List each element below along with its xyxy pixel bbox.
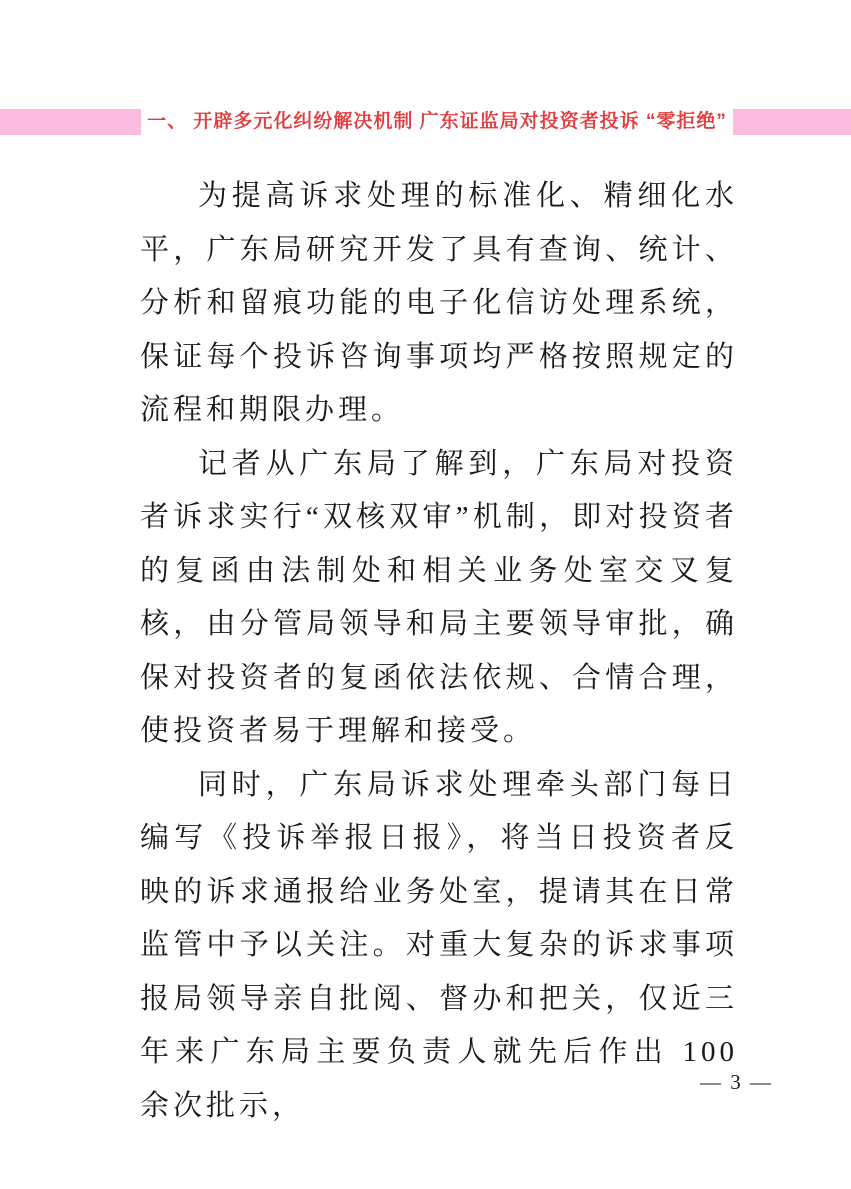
chapter-title: 一、 开辟多元化纠纷解决机制 广东证监局对投资者投诉 “零拒绝” <box>147 111 727 132</box>
body-text <box>140 170 738 1133</box>
chapter-header <box>0 109 851 135</box>
paragraph-2: 记者从广东局了解到，广东局对投资者诉求实行“双核双审”机制，即对投资者的复函由法制处和相关业务处室交叉复核，由分管局领导和局主要领导审批，确保对投资者的复函依法依规、合情合理，使投资者易于理解和接受。 <box>140 447 738 747</box>
paragraph-1: 为提高诉求处理的标准化、精细化水平，广东局研究开发了具有查询、统计、分析和留痕功能的电子化信访处理系统，保证每个投诉咨询事项均严格按照规定的流程和期限办理。 <box>140 180 738 426</box>
header-band-left <box>0 109 141 135</box>
header-band-right <box>733 109 851 135</box>
paragraph-3: 同时，广东局诉求处理牵头部门每日编写《投诉举报日报》，将当日投资者反映的诉求通报给业务处室，提请其在日常监管中予以关注。对重大复杂的诉求事项报局领导亲自批阅、督办和把关，仅近三年来广东局主要负责人就先后作出 100 余次批示， <box>140 768 738 1122</box>
page-number: — 3 — <box>700 1070 773 1094</box>
